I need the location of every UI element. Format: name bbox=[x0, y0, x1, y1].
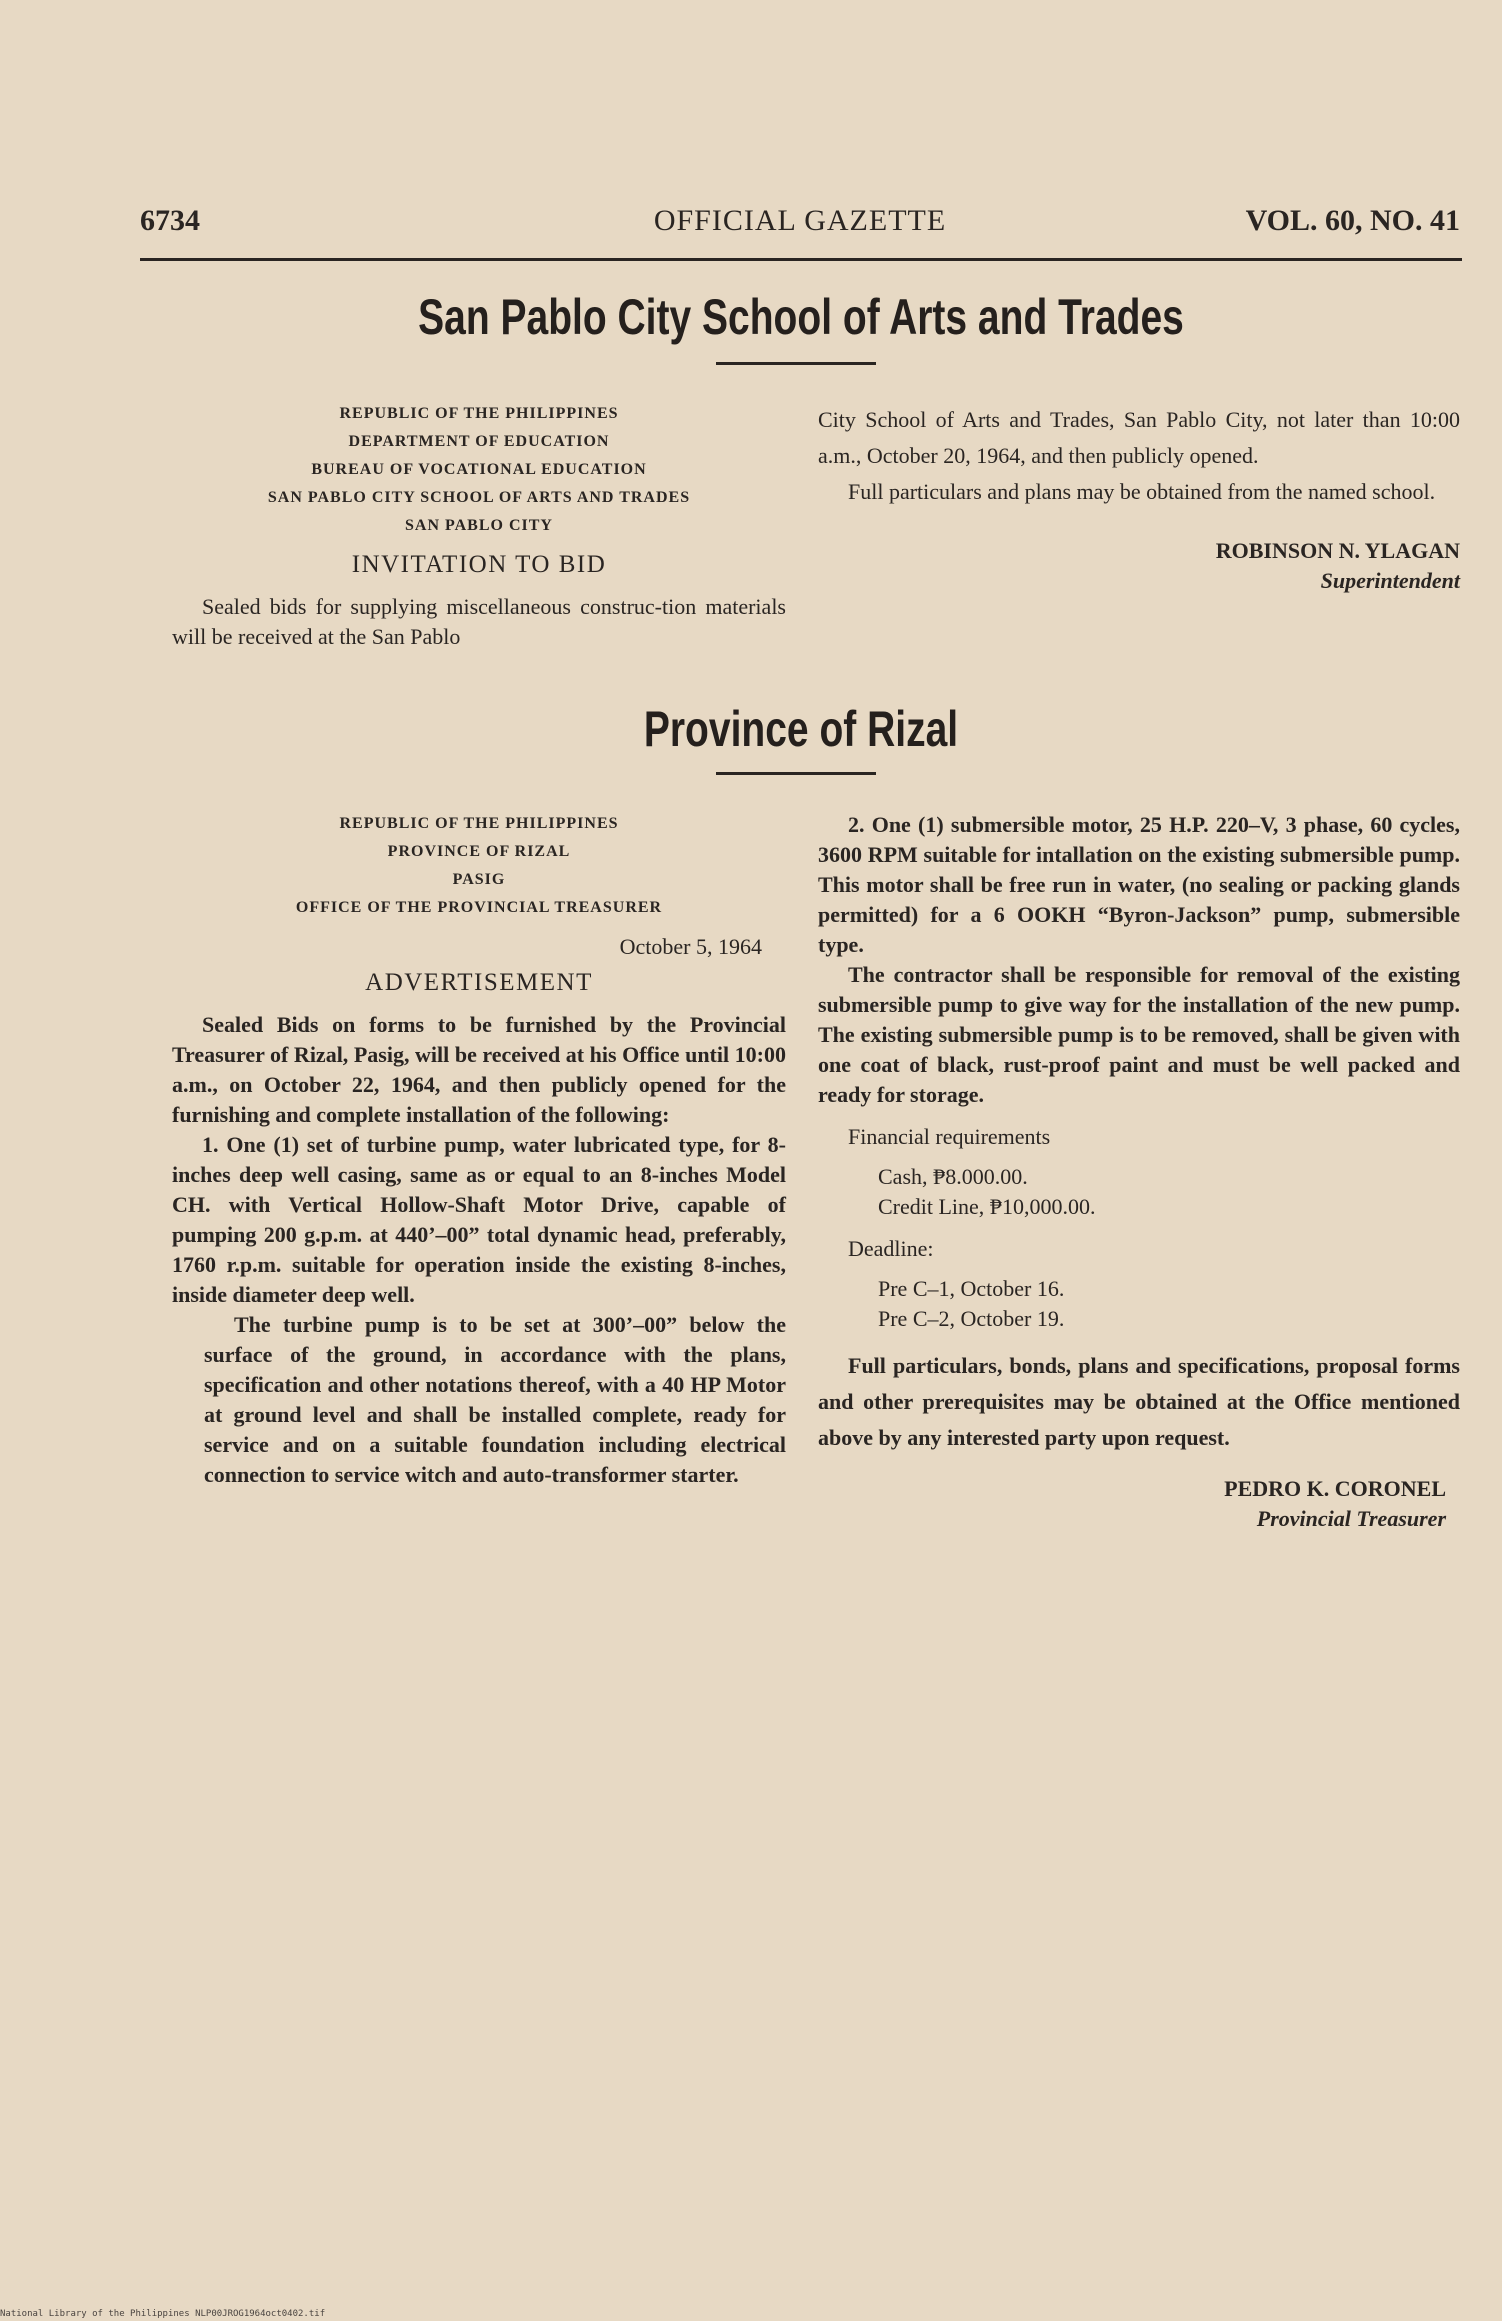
advertisement-intro: Sealed Bids on forms to be furnished by the Provincial Treasurer of Rizal, Pasig, will be received at his Office until 10:00 a.m., on October 22, 1964, and then publicly opened for the furnishing and complete installation of the following: bbox=[172, 1012, 786, 1127]
header-rule bbox=[140, 258, 1462, 261]
title-rule bbox=[716, 772, 876, 775]
deadline-pre-c2: Pre C–2, October 19. bbox=[878, 1306, 1065, 1331]
scan-footer: National Library of the Philippines NLP00JROG1964oct0402.tif bbox=[0, 2309, 326, 2319]
agency-line: REPUBLIC OF THE PHILIPPINES bbox=[339, 815, 619, 832]
invitation-paragraph-part1: Sealed bids for supplying miscellaneous construc-tion materials will be received at the San Pablo bbox=[172, 594, 786, 649]
rizal-left-column bbox=[172, 810, 786, 1490]
gazette-title: OFFICIAL GAZETTE bbox=[653, 204, 947, 237]
invitation-particulars: Full particulars and plans may be obtained from the named school. bbox=[848, 479, 1436, 504]
agency-line: PROVINCE OF RIZAL bbox=[387, 843, 571, 860]
deadline-pre-c1: Pre C–1, October 16. bbox=[878, 1276, 1065, 1301]
agency-line: DEPARTMENT OF EDUCATION bbox=[348, 433, 610, 450]
rizal-right-column bbox=[818, 810, 1460, 1534]
deadline-block bbox=[818, 1274, 1460, 1334]
san-pablo-left-column bbox=[172, 400, 786, 652]
invitation-paragraph-part2: City School of Arts and Trades, San Pablo City, not later than 10:00 a.m., October 20, 1964, and then publicly opened. bbox=[818, 407, 1460, 468]
volume-number: VOL. 60, NO. 41 bbox=[1245, 204, 1460, 237]
financial-requirements-label: Financial requirements bbox=[848, 1124, 1051, 1149]
item-2: 2. One (1) submersible motor, 25 H.P. 220–V, 3 phase, 60 cycles, 3600 RPM suitable for intallation on the existing submersible pump. This motor shall be free run in water, (no sealing or packing glands permitted) for a 6 OOKH “Byron-Jackson” pump, submersible type. bbox=[818, 812, 1460, 957]
item-1-details: The turbine pump is to be set at 300’–00” below the surface of the ground, in accordance with the plans, specification and other notations thereof, with a 40 HP Motor at ground level and shall be installed complete, ready for service and on a suitable foundation including electrical connection to service witch and auto-transformer starter. bbox=[204, 1312, 786, 1487]
signer-title: Provincial Treasurer bbox=[1256, 1506, 1446, 1531]
san-pablo-signature bbox=[818, 536, 1460, 596]
contractor-paragraph: The contractor shall be responsible for removal of the existing submersible pump to give way for the installation of the new pump. The existing submersible pump is to be removed, shall be given with one coat of black, rust-proof paint and must be well packed and ready for storage. bbox=[818, 962, 1460, 1107]
deadline-label: Deadline: bbox=[848, 1236, 934, 1261]
signer-name: PEDRO K. CORONEL bbox=[1224, 1476, 1446, 1501]
agency-line: PASIG bbox=[452, 871, 506, 888]
advertisement-heading: ADVERTISEMENT bbox=[365, 969, 593, 996]
section-title-san-pablo: San Pablo City School of Arts and Trades bbox=[418, 289, 1184, 345]
credit-line-requirement: Credit Line, ₱10,000.00. bbox=[878, 1194, 1096, 1219]
closing-paragraph: Full particulars, bonds, plans and specifications, proposal forms and other prerequisites may be obtained at the Office mentioned above by any interested party upon request. bbox=[818, 1353, 1460, 1450]
agency-line: SAN PABLO CITY bbox=[405, 517, 553, 534]
signer-title: Superintendent bbox=[1320, 568, 1460, 593]
agency-line: OFFICE OF THE PROVINCIAL TREASURER bbox=[295, 899, 663, 916]
rizal-signature bbox=[818, 1474, 1460, 1534]
cash-requirement: Cash, ₱8.000.00. bbox=[878, 1164, 1028, 1189]
signer-name: ROBINSON N. YLAGAN bbox=[1215, 538, 1460, 563]
agency-line: REPUBLIC OF THE PHILIPPINES bbox=[339, 405, 619, 422]
agency-line: BUREAU OF VOCATIONAL EDUCATION bbox=[311, 461, 647, 478]
agency-line: SAN PABLO CITY SCHOOL OF ARTS AND TRADES bbox=[267, 489, 691, 506]
page-number: 6734 bbox=[140, 204, 200, 237]
section-title-rizal: Province of Rizal bbox=[643, 701, 959, 757]
financial-block bbox=[818, 1162, 1460, 1222]
advertisement-date: October 5, 1964 bbox=[619, 934, 762, 959]
san-pablo-right-column bbox=[818, 402, 1460, 596]
page-header bbox=[140, 204, 1460, 244]
item-1: 1. One (1) set of turbine pump, water lubricated type, for 8-inches deep well casing, same as or equal to an 8-inches Model CH. with Vertical Hollow-Shaft Motor Drive, capable of pumping 200 g.p.m. at 440’–00” total dynamic head, preferably, 1760 r.p.m. suitable for operation inside the existing 8-inches, inside diameter deep well. bbox=[172, 1132, 786, 1307]
title-rule bbox=[716, 362, 876, 365]
invitation-heading: INVITATION TO BID bbox=[351, 551, 607, 578]
